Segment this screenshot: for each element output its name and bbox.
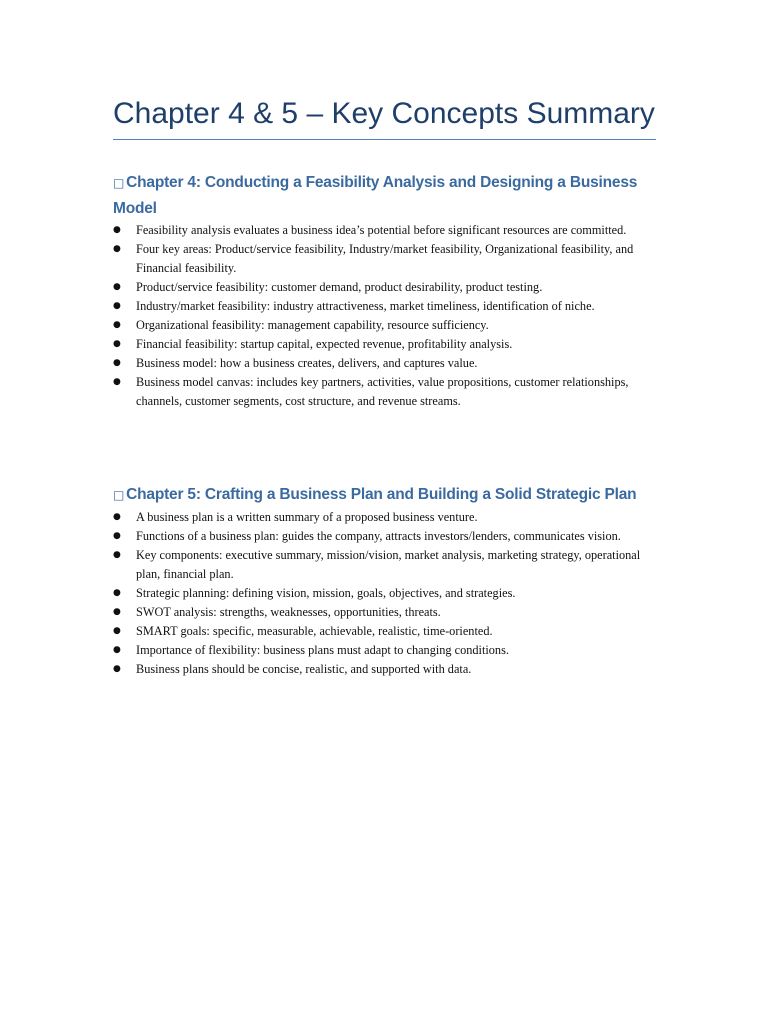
list-item-text: SMART goals: specific, measurable, achievable, realistic, time-oriented.	[136, 624, 493, 638]
section-heading	[113, 170, 656, 221]
bullet-dot-icon: ●	[113, 645, 121, 655]
bullet-dot-icon: ●	[113, 244, 121, 254]
section-chapter-5	[113, 482, 656, 679]
section-heading-text: Chapter 5: Crafting a Business Plan and Building a Solid Strategic Plan	[126, 486, 637, 503]
list-item	[113, 546, 656, 584]
list-item	[113, 527, 656, 546]
bullet-dot-icon: ●	[113, 301, 121, 311]
list-item	[113, 373, 656, 411]
bullet-dot-icon: ●	[113, 377, 121, 387]
bullet-dot-icon: ●	[113, 588, 121, 598]
bullet-dot-icon: ●	[113, 225, 121, 235]
list-item	[113, 508, 656, 527]
list-item	[113, 297, 656, 316]
document-title: Chapter 4 & 5 – Key Concepts Summary	[113, 97, 655, 130]
list-item-text: Strategic planning: defining vision, mission, goals, objectives, and strategies.	[136, 586, 516, 600]
section-heading	[113, 482, 656, 508]
list-item	[113, 278, 656, 297]
list-item	[113, 316, 656, 335]
list-item	[113, 660, 656, 679]
bullet-list	[113, 221, 656, 411]
bullet-dot-icon: ●	[113, 531, 121, 541]
bullet-dot-icon: ●	[113, 626, 121, 636]
list-item	[113, 221, 656, 240]
title-divider	[113, 139, 656, 140]
list-item-text: Business model: how a business creates, delivers, and captures value.	[136, 356, 478, 370]
list-item	[113, 603, 656, 622]
list-item	[113, 354, 656, 373]
list-item	[113, 584, 656, 603]
list-item	[113, 622, 656, 641]
bullet-dot-icon: ●	[113, 607, 121, 617]
bullet-list	[113, 508, 656, 679]
list-item-text: Business model canvas: includes key partners, activities, value propositions, customer relationships, channels, customer segments, cost structure, and revenue streams.	[136, 375, 629, 408]
bullet-dot-icon: ●	[113, 512, 121, 522]
bullet-dot-icon: ●	[113, 664, 121, 674]
list-item	[113, 240, 656, 278]
bullet-dot-icon: ●	[113, 339, 121, 349]
list-item	[113, 641, 656, 660]
list-item-text: Industry/market feasibility: industry attractiveness, market timeliness, identification of niche.	[136, 299, 595, 313]
bullet-dot-icon: ●	[113, 282, 121, 292]
list-item-text: Business plans should be concise, realistic, and supported with data.	[136, 662, 472, 676]
list-item	[113, 335, 656, 354]
list-item-text: Product/service feasibility: customer demand, product desirability, product testing.	[136, 280, 543, 294]
list-item-text: Four key areas: Product/service feasibility, Industry/market feasibility, Organizational feasibility, and Financial feasibility.	[136, 242, 634, 275]
bullet-dot-icon: ●	[113, 320, 121, 330]
list-item-text: Feasibility analysis evaluates a business idea’s potential before significant resources are committed.	[136, 223, 627, 237]
list-item-text: Functions of a business plan: guides the company, attracts investors/lenders, communicates vision.	[136, 529, 621, 543]
section-chapter-4	[113, 170, 656, 411]
missing-glyph-box-icon: □	[113, 488, 125, 502]
bullet-dot-icon: ●	[113, 358, 121, 368]
bullet-dot-icon: ●	[113, 550, 121, 560]
list-item-text: Financial feasibility: startup capital, expected revenue, profitability analysis.	[136, 337, 513, 351]
section-heading-text: Chapter 4: Conducting a Feasibility Analysis and Designing a Business Model	[113, 174, 638, 217]
list-item-text: Importance of flexibility: business plans must adapt to changing conditions.	[136, 643, 509, 657]
list-item-text: Organizational feasibility: management capability, resource sufficiency.	[136, 318, 489, 332]
missing-glyph-box-icon: □	[113, 176, 125, 190]
list-item-text: A business plan is a written summary of a proposed business venture.	[136, 510, 478, 524]
list-item-text: Key components: executive summary, mission/vision, market analysis, marketing strategy, operational plan, financial plan.	[136, 548, 641, 581]
list-item-text: SWOT analysis: strengths, weaknesses, opportunities, threats.	[136, 605, 441, 619]
